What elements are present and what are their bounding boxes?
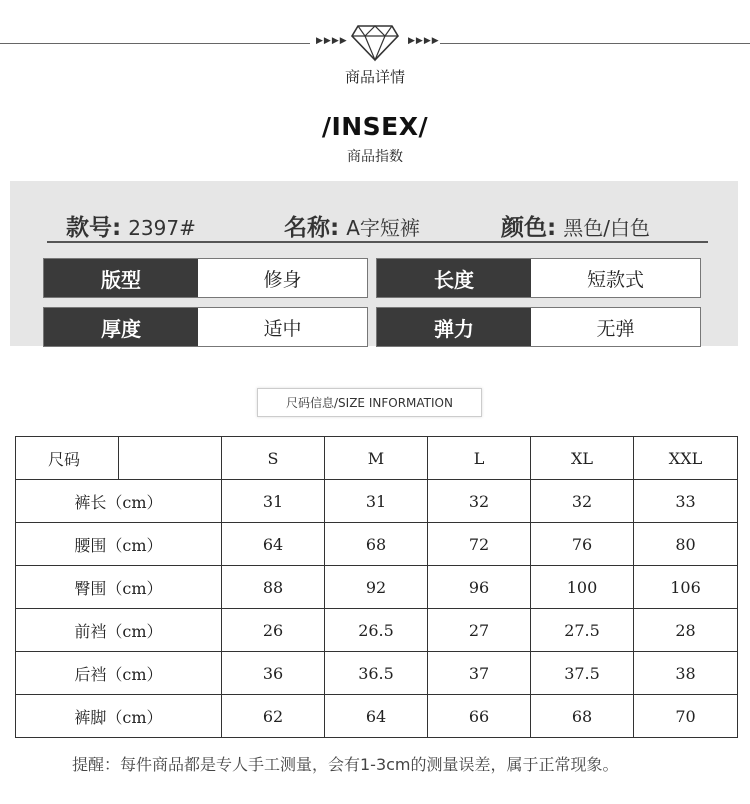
divider-right <box>440 43 750 44</box>
size-header-s: S <box>222 437 325 480</box>
name-value: A字短裤 <box>346 216 420 240</box>
color-label: 颜色: <box>501 215 557 241</box>
size-header-blank <box>119 437 222 480</box>
table-cell: 80 <box>634 523 738 566</box>
table-cell: 28 <box>634 609 738 652</box>
row-label: 腰围（cm） <box>16 523 222 566</box>
attr-fit-value: 修身 <box>263 268 302 291</box>
table-cell: 62 <box>222 695 325 738</box>
size-info-tag: 尺码信息/SIZE INFORMATION <box>257 388 482 417</box>
index-title: 商品指数 <box>347 149 403 165</box>
table-cell: 36.5 <box>325 652 428 695</box>
table-row <box>16 609 738 652</box>
product-name <box>284 209 420 242</box>
row-label: 臀围（cm） <box>16 566 222 609</box>
attr-thickness-value: 适中 <box>263 317 302 340</box>
table-cell: 32 <box>531 480 634 523</box>
diamond-icon <box>350 22 400 62</box>
attr-thickness-key: 厚度 <box>44 308 198 346</box>
table-cell: 68 <box>325 523 428 566</box>
table-cell: 36 <box>222 652 325 695</box>
table-cell: 31 <box>325 480 428 523</box>
attr-length-key: 长度 <box>377 259 531 297</box>
product-color <box>501 209 650 242</box>
table-cell: 31 <box>222 480 325 523</box>
table-row <box>16 652 738 695</box>
style-no-value: 2397# <box>128 216 196 240</box>
table-cell: 106 <box>634 566 738 609</box>
table-cell: 26 <box>222 609 325 652</box>
attr-length <box>376 258 701 298</box>
style-no-label: 款号: <box>66 215 122 241</box>
size-header-m: M <box>325 437 428 480</box>
divider-left <box>0 43 310 44</box>
size-header-l: L <box>428 437 531 480</box>
table-cell: 68 <box>531 695 634 738</box>
table-cell: 96 <box>428 566 531 609</box>
table-cell: 33 <box>634 480 738 523</box>
table-cell: 70 <box>634 695 738 738</box>
table-cell: 72 <box>428 523 531 566</box>
table-row <box>16 695 738 738</box>
row-label: 前裆（cm） <box>16 609 222 652</box>
table-row <box>16 480 738 523</box>
arrows-left-icon: ▶▶▶▶ <box>316 36 348 46</box>
measurement-note: 提醒：每件商品都是专人手工测量，会有1-3cm的测量误差，属于正常现象。 <box>72 755 619 774</box>
attr-thickness <box>43 307 368 347</box>
arrows-right-icon: ▶▶▶▶ <box>408 36 440 46</box>
size-table <box>15 436 738 738</box>
row-label: 裤脚（cm） <box>16 695 222 738</box>
style-no <box>66 209 196 242</box>
table-row <box>16 566 738 609</box>
table-cell: 37.5 <box>531 652 634 695</box>
table-cell: 38 <box>634 652 738 695</box>
size-header-label: 尺码 <box>16 437 119 480</box>
color-value: 黑色/白色 <box>563 216 650 240</box>
name-label: 名称: <box>284 215 340 241</box>
table-row <box>16 523 738 566</box>
attr-elasticity <box>376 307 701 347</box>
attr-fit <box>43 258 368 298</box>
table-cell: 92 <box>325 566 428 609</box>
brand-name: /INSEX/ <box>321 112 429 141</box>
attr-fit-key: 版型 <box>44 259 198 297</box>
table-cell: 66 <box>428 695 531 738</box>
table-cell: 88 <box>222 566 325 609</box>
table-cell: 64 <box>325 695 428 738</box>
row-label: 裤长（cm） <box>16 480 222 523</box>
size-header-xl: XL <box>531 437 634 480</box>
table-cell: 27.5 <box>531 609 634 652</box>
row-label: 后裆（cm） <box>16 652 222 695</box>
size-header-row <box>16 437 738 480</box>
table-cell: 76 <box>531 523 634 566</box>
table-cell: 64 <box>222 523 325 566</box>
section-title: 商品详情 <box>344 68 405 86</box>
attr-elasticity-value: 无弹 <box>596 317 635 340</box>
table-cell: 37 <box>428 652 531 695</box>
attr-elasticity-key: 弹力 <box>377 308 531 346</box>
table-cell: 100 <box>531 566 634 609</box>
table-cell: 27 <box>428 609 531 652</box>
info-underline <box>47 241 708 243</box>
size-header-xxl: XXL <box>634 437 738 480</box>
table-cell: 26.5 <box>325 609 428 652</box>
table-cell: 32 <box>428 480 531 523</box>
attr-length-value: 短款式 <box>586 268 644 291</box>
